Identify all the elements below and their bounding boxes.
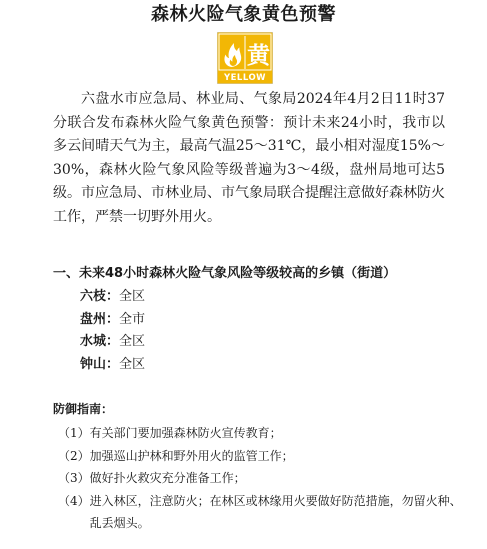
guide-text: 有关部门要加强森林防火宣传教育； <box>89 426 282 440</box>
region-name: 钟山： <box>80 356 120 372</box>
guide-item <box>58 467 463 490</box>
region-item <box>80 331 145 354</box>
region-name: 六枝： <box>80 289 120 304</box>
section-heading: 一、未来48小时森林火险气象风险等级较高的乡镇（街道） <box>53 266 397 281</box>
guide-item <box>58 445 463 468</box>
region-item <box>80 309 145 332</box>
guide-item <box>58 422 463 445</box>
region-value: 全区 <box>119 334 146 349</box>
region-value: 全市 <box>119 311 146 327</box>
badge-label: YELLOW <box>223 73 267 83</box>
guide-number: （4） <box>58 493 90 508</box>
page-title: 森林火险气象黄色预警 <box>151 4 336 25</box>
guide-item <box>58 490 463 535</box>
badge-char: 黄 <box>247 43 270 69</box>
defense-guide-list <box>58 422 463 535</box>
region-item <box>80 286 145 309</box>
region-name: 水城： <box>80 334 120 349</box>
guide-number: （2） <box>58 448 90 463</box>
region-item <box>80 354 145 377</box>
guide-number: （1） <box>58 426 90 440</box>
guide-text: 加强巡山护林和野外用火的监管工作； <box>89 448 294 463</box>
region-name: 盘州： <box>80 311 120 327</box>
warning-intro: 六盘水市应急局、林业局、气象局2024年4月2日11时37分联合发布森林火险气象黄色预警：预计未来24小时，我市以多云间晴天气为主，最高气温25～31℃，最小相对湿度15%～30%，森林火险气象风险等级普遍为3～4级，盘州局地可达5级。市应急局、市林业局、市气象局联合提醒注意做好森林防火工作，严禁一切野外用火。 <box>53 91 445 225</box>
guide-number: （3） <box>58 471 90 485</box>
region-value: 全区 <box>119 356 146 372</box>
defense-guide-heading: 防御指南： <box>53 402 114 416</box>
guide-text: 进入林区，注意防火；在林区或林缘用火要做好防范措施，勿留火种、乱丢烟头。 <box>89 493 462 530</box>
region-list <box>80 286 145 376</box>
yellow-warning-badge <box>217 32 273 84</box>
region-value: 全区 <box>119 289 146 304</box>
warning-badge-graphic <box>217 32 273 84</box>
guide-text: 做好扑火救灾充分准备工作； <box>89 471 246 485</box>
